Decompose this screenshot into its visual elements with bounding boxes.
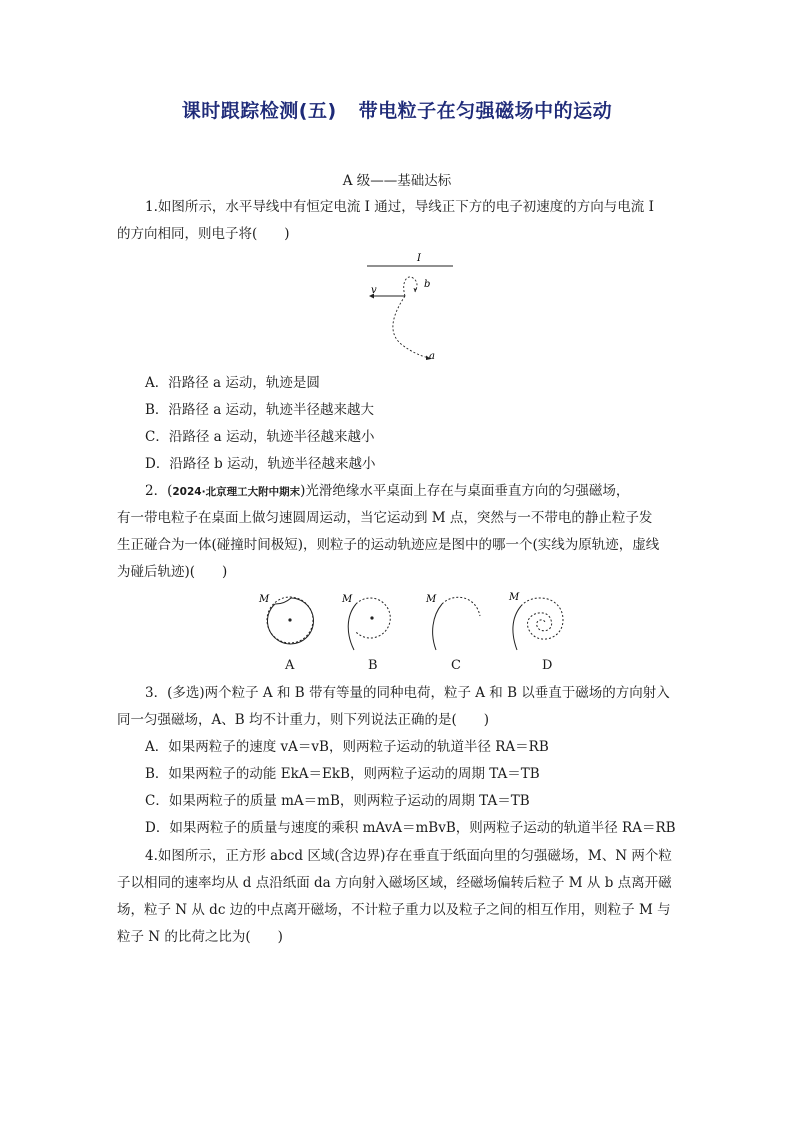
solid-track	[433, 604, 442, 650]
q4-line4: 粒子 N 的比荷之比为( )	[117, 929, 283, 945]
q2-choice-b: B	[368, 658, 378, 673]
q1-option-b: B．沿路径 a 运动，轨迹半径越来越大	[145, 402, 375, 418]
page-title	[0, 96, 794, 123]
q2-line1	[145, 482, 629, 501]
q3-option-d: D．如果两粒子的质量与速度的乘积 mAvA＝mBvB，则两粒子运动的轨道半径 RA＝RB	[145, 820, 676, 836]
q1-line1: 1.如图所示，水平导线中有恒定电流 I 通过，导线正下方的电子初速度的方向与电流 I	[145, 199, 654, 215]
q2-line2: 有一带电粒子在桌面上做匀速圆周运动，当它运动到 M 点，突然与一不带电的静止粒子发	[117, 510, 653, 526]
q1-figure	[355, 248, 465, 370]
path-b	[404, 277, 417, 296]
q4-line1: 4.如图所示，正方形 abcd 区域(含边界)存在垂直于纸面向里的匀强磁场，M、N 两个粒	[145, 848, 672, 864]
q2-line1-rest: )光滑绝缘水平桌面上存在与桌面垂直方向的匀强磁场，	[300, 483, 630, 499]
q2-figure-b	[338, 590, 408, 660]
q2-prefix: 2．(	[145, 483, 173, 499]
q1-option-d: D．沿路径 b 运动，轨迹半径越来越小	[145, 456, 376, 472]
q3-option-a: A．如果两粒子的速度 vA＝vB，则两粒子运动的轨道半径 RA＝RB	[145, 739, 549, 755]
path-a	[393, 296, 429, 358]
q2-source: 2024·北京理工大附中期末	[172, 486, 301, 498]
title-part1: 课时跟踪检测(五)	[181, 100, 337, 122]
q3-line1: 3．(多选)两个粒子 A 和 B 带有等量的同种电荷，粒子 A 和 B 以垂直于磁场的方向射入	[145, 685, 670, 701]
q2-line3: 生正碰合为一体(碰撞时间极短)，则粒子的运动轨迹应是图中的哪一个(实线为原轨迹，虚线	[117, 537, 660, 553]
q2-figure-a	[255, 590, 325, 654]
point-m-label: M	[509, 592, 520, 603]
q4-line3: 场，粒子 N 从 dc 边的中点离开磁场，不计粒子重力以及粒子之间的相互作用，则粒子 M 与	[117, 902, 671, 918]
current-label: I	[417, 253, 421, 264]
q1-line2: 的方向相同，则电子将( )	[117, 226, 290, 242]
point-m-label: M	[342, 594, 353, 605]
level-heading: A 级——基础达标	[342, 173, 452, 189]
path-b-label: b	[424, 279, 431, 290]
title-part2: 带电粒子在匀强磁场中的运动	[358, 100, 613, 122]
point-m-label: M	[259, 594, 270, 605]
q2-choice-d: D	[542, 658, 553, 673]
q4-line2: 子以相同的速率均从 d 点沿纸面 da 方向射入磁场区域，经磁场偏转后粒子 M 从 b 点离开磁	[117, 875, 672, 891]
q1-option-a: A．沿路径 a 运动，轨迹是圆	[145, 375, 320, 391]
q2-line4: 为碰后轨迹)( )	[117, 564, 228, 580]
q3-option-c: C．如果两粒子的质量 mA＝mB，则两粒子运动的周期 TA＝TB	[145, 793, 530, 809]
q2-choice-a: A	[285, 658, 295, 673]
q2-figure-d	[503, 588, 573, 658]
q2-choice-c: C	[451, 658, 461, 673]
path-a-label: a	[429, 351, 435, 362]
q2-figure-c	[420, 590, 490, 660]
point-m-label: M	[426, 594, 437, 605]
velocity-label: v	[371, 285, 377, 296]
center-dot	[370, 616, 373, 619]
q3-option-b: B．如果两粒子的动能 EkA＝EkB，则两粒子运动的周期 TA＝TB	[145, 766, 540, 782]
solid-track	[513, 606, 521, 650]
center-dot	[288, 618, 291, 621]
dashed-track	[442, 597, 480, 616]
q1-option-c: C．沿路径 a 运动，轨迹半径越来越小	[145, 429, 375, 445]
dashed-spiral	[521, 598, 563, 639]
q3-line2: 同一匀强磁场，A、B 均不计重力，则下列说法正确的是( )	[117, 712, 489, 728]
solid-track	[348, 604, 356, 650]
